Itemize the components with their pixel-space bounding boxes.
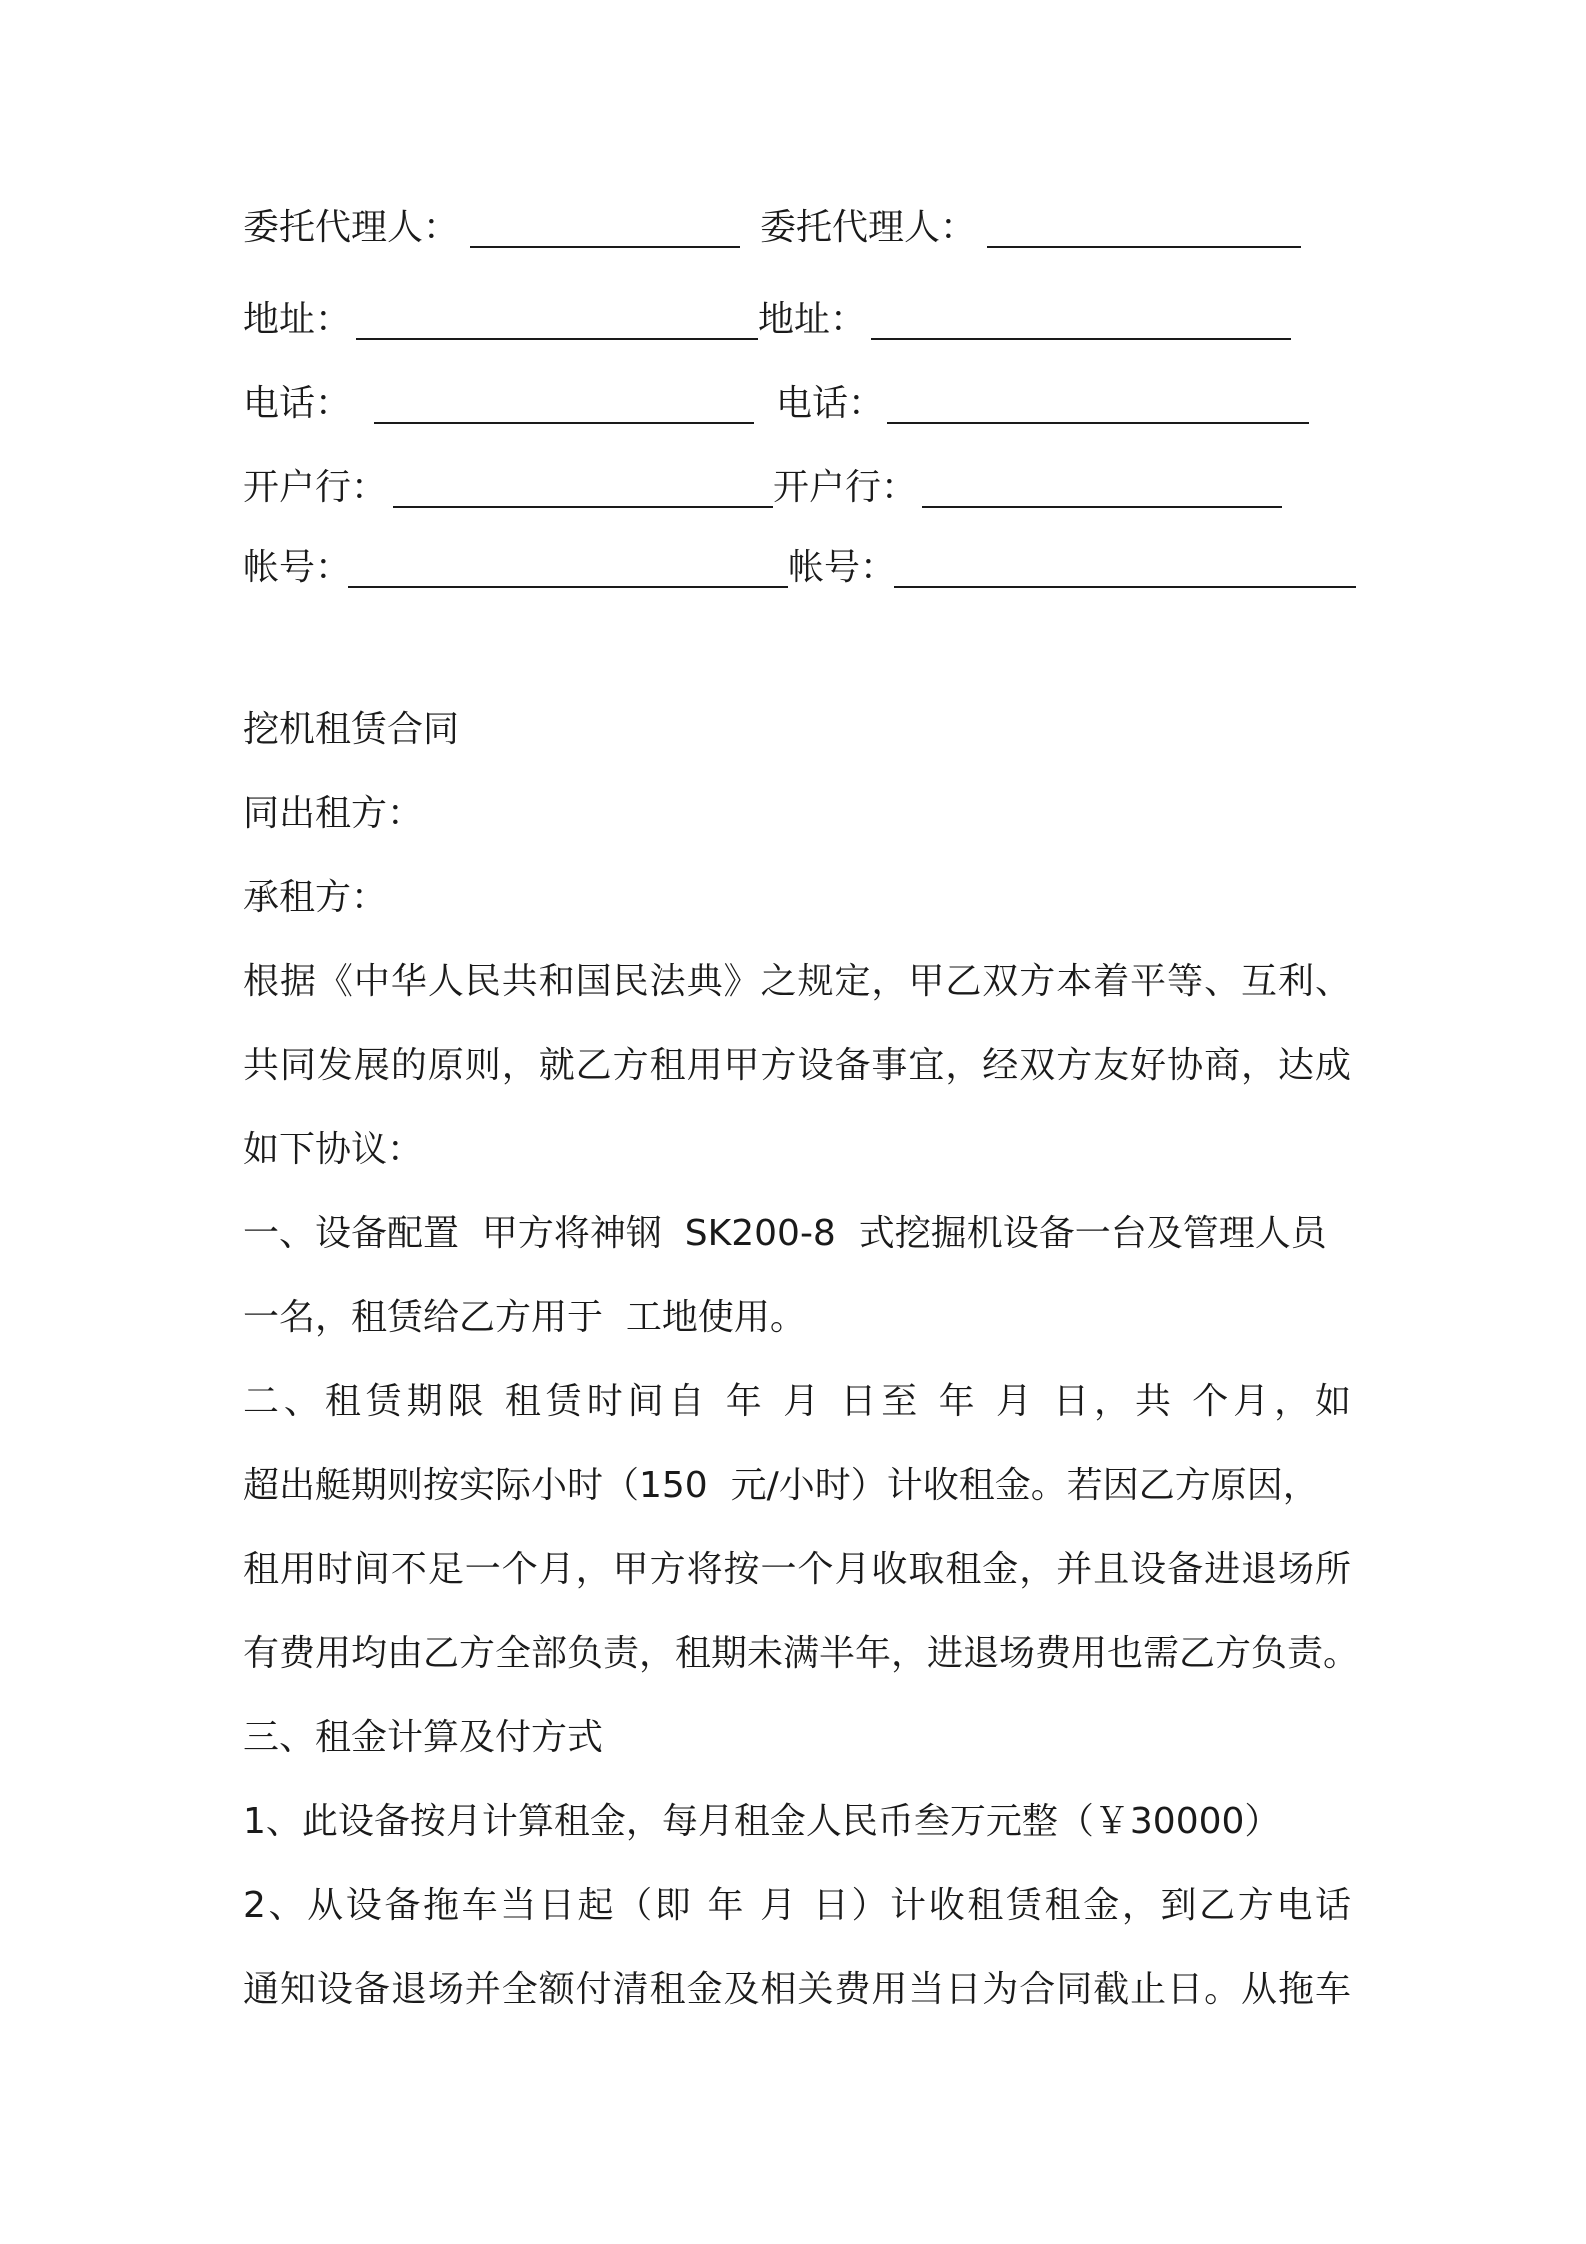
account-right-blank [894,586,1356,588]
lessee-line: 承租方： [243,877,388,918]
preamble-line-2: 共同发展的原则，就乙方租用甲方设备事宜，经双方友好协商，达成 [243,1045,1351,1086]
section3-line-3: 通知设备退场并全额付清租金及相关费用当日为合同截止日。从拖车 [243,1969,1351,2010]
account-left-blank [348,586,788,588]
account-left-label: 帐号： [243,547,352,588]
phone-left-blank [374,422,754,424]
agent-right-label: 委托代理人： [760,207,977,248]
address-right-blank [871,338,1291,340]
section1-line-2: 一名，租赁给乙方用于 工地使用。 [243,1297,806,1338]
section3-line-1: 1、此设备按月计算租金，每月租金人民币叁万元整（￥30000） [243,1801,1281,1842]
address-left-blank [356,338,758,340]
section2-line-1: 二、租赁期限 租赁时间自 年 月 日至 年 月 日，共 个月，如 [243,1381,1351,1422]
lessor-line: 同出租方： [243,793,424,834]
section1-line-1: 一、设备配置 甲方将神钢 SK200-8 式挖掘机设备一台及管理人员 [243,1213,1327,1254]
preamble-line-3: 如下协议： [243,1129,424,1170]
address-right-label: 地址： [758,299,867,340]
account-right-label: 帐号： [788,547,897,588]
contract-title: 挖机租赁合同 [243,709,460,750]
agent-right-blank [987,246,1301,248]
section2-line-2: 超出艇期则按实际小时（150 元/小时）计收租金。若因乙方原因， [243,1465,1319,1506]
phone-left-label: 电话： [243,383,352,424]
agent-left-blank [470,246,740,248]
section2-line-3: 租用时间不足一个月，甲方将按一个月收取租金，并且设备进退场所 [243,1549,1351,1590]
bank-right-label: 开户行： [773,467,918,508]
bank-left-blank [393,506,773,508]
phone-right-blank [887,422,1309,424]
address-left-label: 地址： [243,299,352,340]
section2-line-4: 有费用均由乙方全部负责，租期未满半年，进退场费用也需乙方负责。 [243,1633,1360,1674]
bank-left-label: 开户行： [243,467,388,508]
phone-right-label: 电话： [776,383,885,424]
section3-line-2: 2、从设备拖车当日起（即 年 月 日）计收租赁租金，到乙方电话 [243,1885,1351,1926]
section3-title: 三、租金计算及付方式 [243,1717,604,1758]
agent-left-label: 委托代理人： [243,207,460,248]
preamble-line-1: 根据《中华人民共和国民法典》之规定，甲乙双方本着平等、互利、 [243,961,1351,1002]
bank-right-blank [922,506,1282,508]
